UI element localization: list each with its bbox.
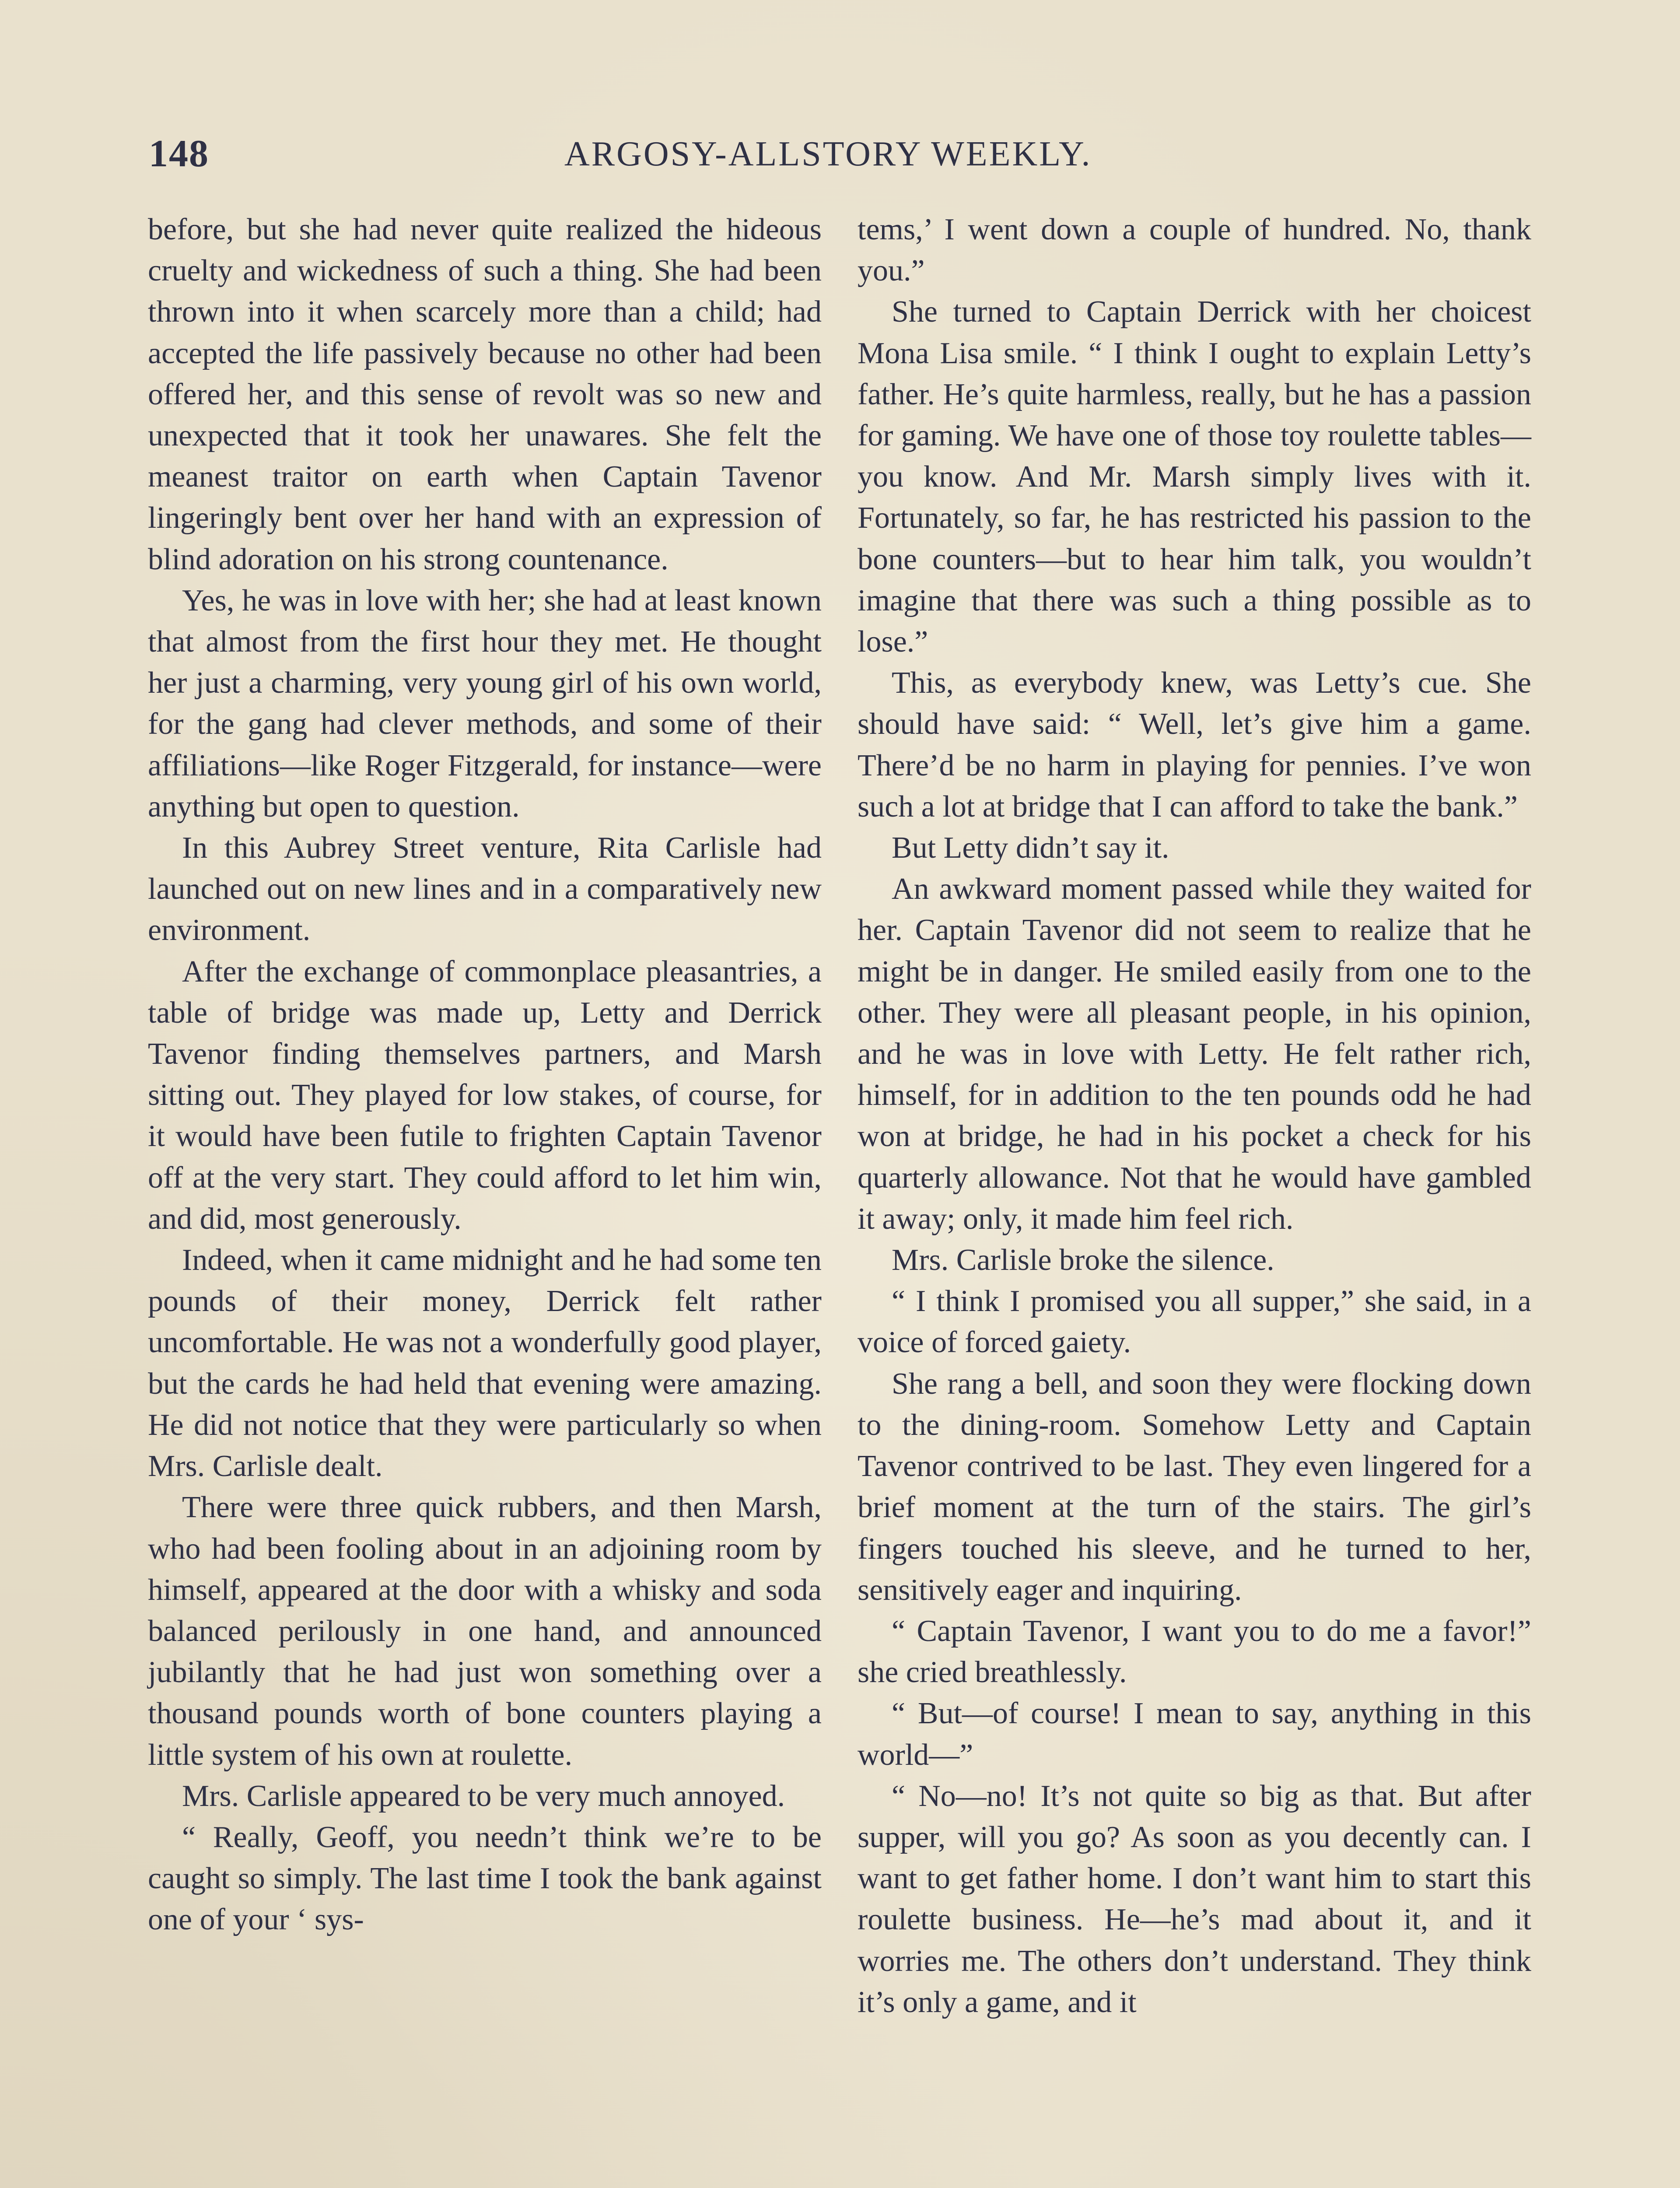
- paragraph: “ Captain Tavenor, I want you to do me a favor!” she cried breathlessly.: [858, 1614, 1531, 1690]
- paragraph: This, as everybody knew, was Letty’s cue. She should have said: “ Well, let’s give him a game. There’d be no harm in playing for pennies. I’ve won such a lot at bridge that I can afford to take the bank.”: [858, 666, 1531, 824]
- paragraph: “ I think I promised you all supper,” she said, in a voice of forced gaiety.: [858, 1284, 1531, 1360]
- paragraph: Mrs. Carlisle appeared to be very much annoyed.: [182, 1779, 785, 1813]
- paragraph: “ But—of course! I mean to say, anything in this world—”: [858, 1697, 1531, 1772]
- paragraph: There were three quick rubbers, and then Marsh, who had been fooling about in an adjoining room by himself, appeared at the door with a whisky and soda balanced perilously in one hand, and announced jubilantly that he had just won something over a thousand pounds worth of bone counters playing a little system of his own at roulette.: [148, 1490, 822, 1772]
- paragraph: Yes, he was in love with her; she had at least known that almost from the first hour they met. He thought her just a charming, very young girl of his own world, for the gang had clever methods, and some of their affiliations—like Roger Fitzgerald, for instance—were anything but open to question.: [148, 583, 822, 824]
- running-title: ARGOSY-ALLSTORY WEEKLY.: [564, 135, 1092, 173]
- right-column: [858, 209, 1531, 2023]
- paragraph: Mrs. Carlisle broke the silence.: [892, 1243, 1274, 1277]
- paragraph: After the exchange of commonplace pleasantries, a table of bridge was made up, Letty and Derrick Tavenor finding themselves partners, and Marsh sitting out. They played for low stakes, of course, for it would have been futile to frighten Captain Tavenor off at the very start. They could afford to let him win, and did, most generously.: [148, 954, 822, 1236]
- paragraph: “ Really, Geoff, you needn’t think we’re to be caught so simply. The last time I took the bank against one of your ‘ sys-: [148, 1820, 822, 1937]
- paragraph: before, but she had never quite realized the hideous cruelty and wickedness of such a thing. She had been thrown into it when scarcely more than a child; had accepted the life passively because no other had been offered her, and this sense of revolt was so new and unexpected that it took her unawares. She felt the meanest traitor on earth when Captain Tavenor lingeringly bent over her hand with an expression of blind adoration on his strong countenance.: [148, 213, 822, 576]
- page-number: 148: [149, 133, 209, 175]
- page-header: [149, 128, 1540, 180]
- paragraph: Indeed, when it came midnight and he had some ten pounds of their money, Derrick felt rather uncomfortable. He was not a wonderfully good player, but the cards he had held that evening were amazing. He did not notice that they were particularly so when Mrs. Carlisle dealt.: [148, 1243, 822, 1483]
- left-column: [148, 209, 822, 1941]
- paragraph: tems,’ I went down a couple of hundred. No, thank you.”: [858, 213, 1531, 288]
- paragraph: In this Aubrey Street venture, Rita Carlisle had launched out on new lines and in a comparatively new environment.: [148, 831, 822, 947]
- paragraph: But Letty didn’t say it.: [892, 831, 1169, 865]
- paragraph: She rang a bell, and soon they were flocking down to the dining-room. Somehow Letty and Captain Tavenor contrived to be last. They even lingered for a brief moment at the turn of the stairs. The girl’s fingers touched his sleeve, and he turned to her, sensitively eager and inquiring.: [858, 1367, 1531, 1607]
- paragraph: “ No—no! It’s not quite so big as that. But after supper, will you go? As soon as you decently can. I want to get father home. I don’t want him to start this roulette business. He—he’s mad about it, and it worries me. The others don’t understand. They think it’s only a game, and it: [858, 1779, 1531, 2019]
- paragraph: She turned to Captain Derrick with her choicest Mona Lisa smile. “ I think I ought to explain Letty’s father. He’s quite harmless, really, but he has a passion for gaming. We have one of those toy roulette tables—you know. And Mr. Marsh simply lives with it. Fortunately, so far, he has restricted his passion to the bone counters—but to hear him talk, you wouldn’t imagine that there was such a thing possible as to lose.”: [858, 295, 1531, 659]
- paragraph: An awkward moment passed while they waited for her. Captain Tavenor did not seem to realize that he might be in danger. He smiled easily from one to the other. They were all pleasant people, in his opinion, and he was in love with Letty. He felt rather rich, himself, for in addition to the ten pounds odd he had won at bridge, he had in his pocket a check for his quarterly allowance. Not that he would have gambled it away; only, it made him feel rich.: [858, 872, 1531, 1236]
